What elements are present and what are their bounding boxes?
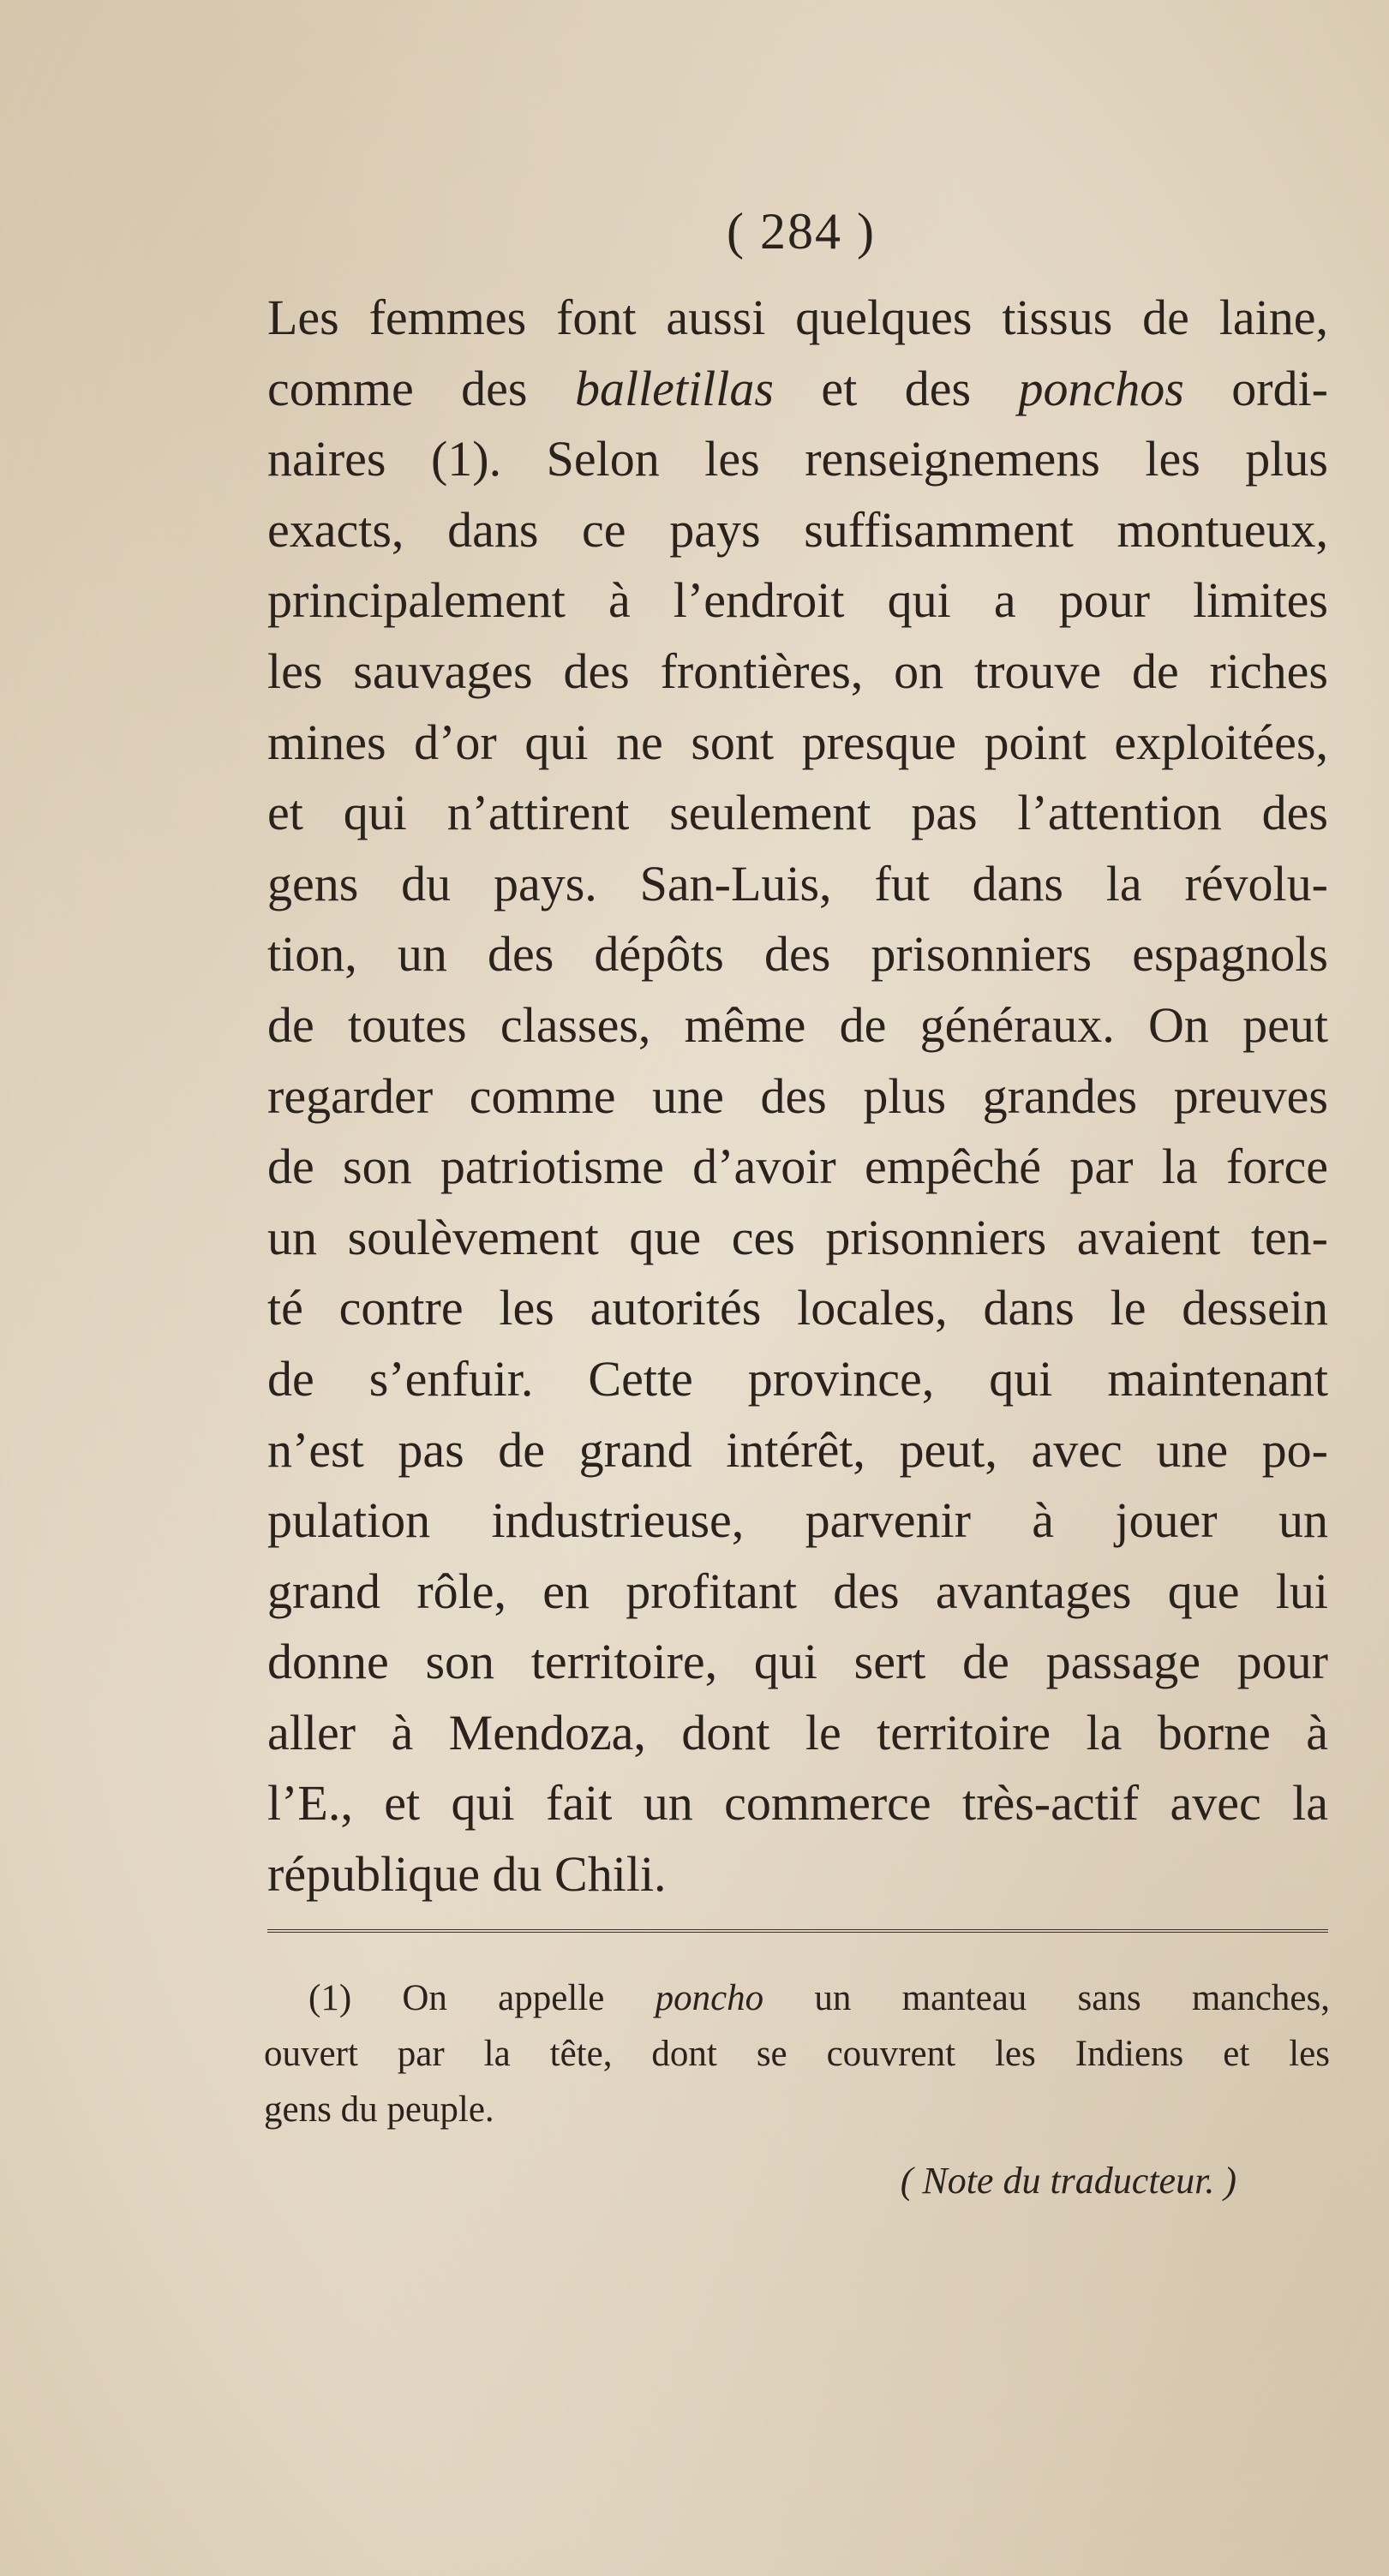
text-line-15: té contre les autorités locales, dans le dessein: [267, 1280, 1328, 1336]
text-line-13: de son patriotisme d’avoir empêché par la force: [267, 1139, 1328, 1195]
text-line-17: n’est pas de grand intérêt, peut, avec une po-: [267, 1421, 1328, 1478]
text-line-6: les sauvages des frontières, on trouve de riches: [267, 643, 1328, 699]
text-line-23: république du Chili.: [267, 1846, 667, 1903]
text-line-3: naires (1). Selon les renseignemens les plus: [267, 431, 1328, 487]
text-line-19: grand rôle, en profitant des avantages que lui: [267, 1563, 1328, 1619]
footnote: [264, 1970, 1330, 2137]
body-text: [267, 283, 1328, 1910]
footnote-line-2: ouvert par la tête, dont se couvrent les Indiens et les: [264, 2034, 1330, 2074]
text-line-14: un soulèvement que ces prisonniers avaient ten-: [267, 1209, 1328, 1265]
text-line-12: regarder comme une des plus grandes preuves: [267, 1067, 1328, 1124]
footnote-divider: [267, 1929, 1328, 1933]
text-line-5: principalement à l’endroit qui a pour limites: [267, 572, 1328, 629]
text-line-18: pulation industrieuse, parvenir à jouer un: [267, 1492, 1328, 1549]
text-line-8: et qui n’attirent seulement pas l’attention des: [267, 785, 1328, 841]
text-line-7: mines d’or qui ne sont presque point exploitées,: [267, 714, 1328, 770]
footnote-line-1: (1) On appelle poncho un manteau sans manches,: [308, 1978, 1331, 2018]
text-line-11: de toutes classes, même de généraux. On peut: [267, 996, 1328, 1053]
footnote-attribution: ( Note du traducteur. ): [900, 2160, 1236, 2202]
page-number: ( 284 ): [727, 203, 876, 260]
text-line-2: comme des balletillas et des ponchos ordi-: [267, 360, 1328, 416]
text-line-21: aller à Mendoza, dont le territoire la borne à: [267, 1704, 1328, 1760]
text-line-22: l’E., et qui fait un commerce très-actif avec la: [267, 1775, 1328, 1832]
text-line-20: donne son territoire, qui sert de passage pour: [267, 1634, 1328, 1690]
text-line-9: gens du pays. San-Luis, fut dans la révolu-: [267, 855, 1328, 911]
text-line-4: exacts, dans ce pays suffisamment montueux,: [267, 501, 1328, 558]
text-line-1: Les femmes font aussi quelques tissus de laine,: [267, 290, 1328, 345]
text-line-16: de s’enfuir. Cette province, qui maintenant: [267, 1350, 1328, 1407]
footnote-line-3: gens du peuple.: [264, 2089, 494, 2130]
text-line-10: tion, un des dépôts des prisonniers espagnols: [267, 926, 1328, 983]
